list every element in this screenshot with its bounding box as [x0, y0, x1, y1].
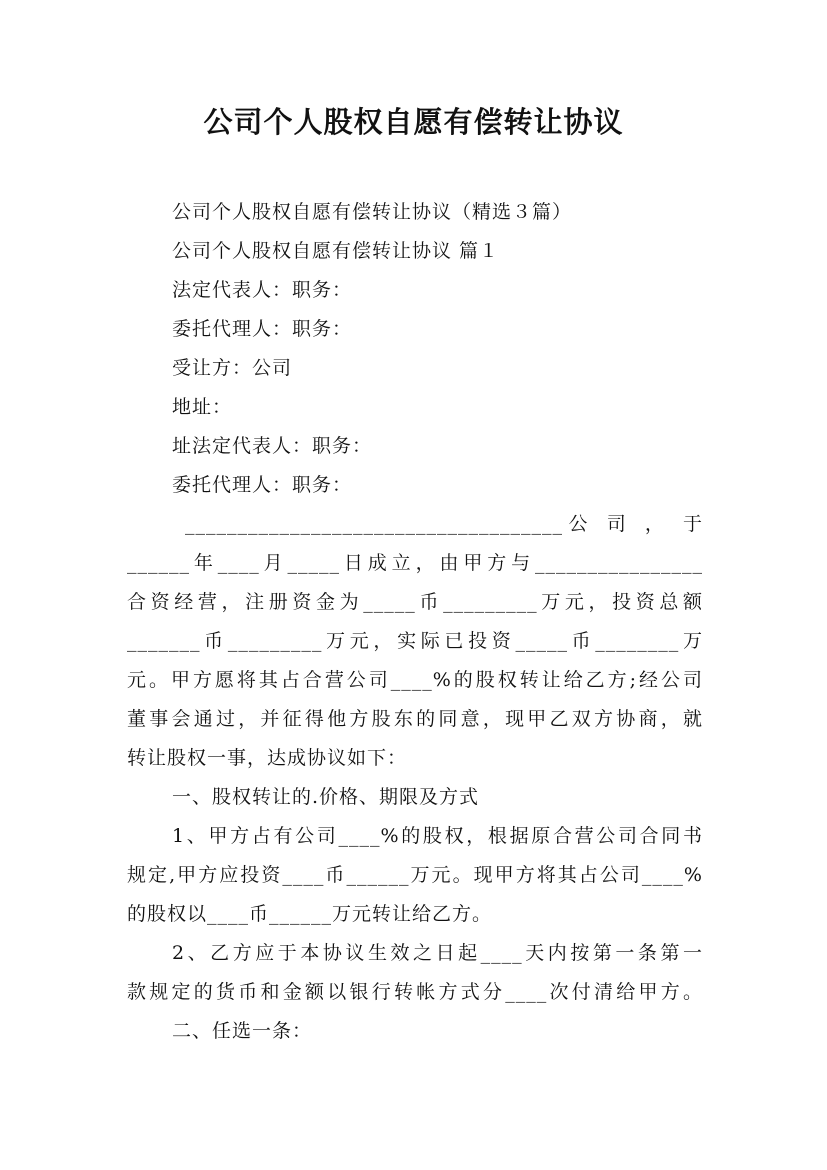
item-line: 款规定的货币和金额以银行转帐方式分____次付清给甲方。: [127, 981, 703, 1003]
item-line: 的股权以____币______万元转让给乙方。: [127, 903, 493, 925]
item-line: 规定,甲方应投资____币______万元。现甲方将其占公司____%: [127, 864, 703, 886]
party-field-legal-rep: 法定代表人：职务：: [172, 279, 353, 301]
chapter-heading: 公司个人股权自愿有偿转让协议 篇１: [172, 240, 500, 262]
paragraph-line: 合资经营，注册资金为_____币_________万元，投资总额: [127, 591, 703, 613]
paragraph-line: 董事会通过，并征得他方股东的同意，现甲乙双方协商，就: [127, 708, 703, 730]
party-field-legal-rep-2: 址法定代表人：职务：: [172, 435, 373, 457]
party-field-address: 地址：: [172, 396, 233, 418]
paragraph-line: 转让股权一事，达成协议如下：: [127, 747, 408, 769]
document-title: 公司个人股权自愿有偿转让协议: [203, 105, 624, 139]
paragraph-line: ____________________________________公 司 ， 于: [185, 513, 703, 535]
paragraph-line: ______年____月_____日成立，由甲方与________________: [127, 552, 703, 574]
paragraph-line: 元。甲方愿将其占合营公司____%的股权转让给乙方;经公司: [127, 669, 703, 691]
paragraph-line: _______币_________万元，实际已投资_____币________万: [127, 630, 703, 652]
section-heading: 二、任选一条：: [172, 1020, 313, 1042]
item-line: 2、乙方应于本协议生效之日起____天内按第一条第一: [172, 942, 703, 964]
party-field-agent: 委托代理人：职务：: [172, 318, 353, 340]
subtitle-line: 公司个人股权自愿有偿转让协议（精选３篇）: [172, 201, 573, 223]
party-field-transferee: 受让方：公司: [172, 357, 293, 379]
section-heading: 一、股权转让的.价格、期限及方式: [172, 786, 480, 808]
item-line: 1、甲方占有公司____%的股权，根据原合营公司合同书: [172, 825, 703, 847]
party-field-agent-2: 委托代理人：职务：: [172, 474, 353, 496]
